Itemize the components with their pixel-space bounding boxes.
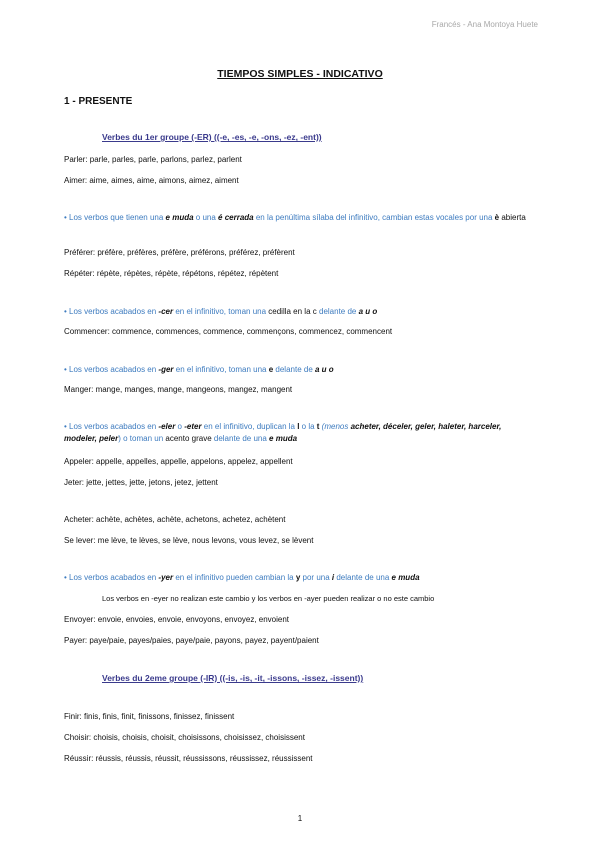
conjugation-repeter: Répéter: répète, répètes, répète, répétons, répétez, répètent xyxy=(64,269,279,278)
group-heading-1: Verbes du 1er groupe (-ER) ((-e, -es, -e, -ons, -ez, -ent)) xyxy=(102,132,322,142)
rule-yer: • Los verbos acabados en -yer en el infinitivo pueden cambian la y por una i delante de una e muda xyxy=(64,573,420,582)
conjugation-parler: Parler: parle, parles, parle, parlons, parlez, parlent xyxy=(64,155,242,164)
document-title: TIEMPOS SIMPLES - INDICATIVO xyxy=(217,68,383,80)
conjugation-appeler: Appeler: appelle, appelles, appelle, appelons, appelez, appellent xyxy=(64,457,293,466)
rule-cer: • Los verbos acabados en -cer en el infinitivo, toman una cedilla en la c delante de a u o xyxy=(64,307,378,316)
group-heading-2: Verbes du 2eme groupe (-IR) ((-is, -is, -it, -issons, -issez, -issent)) xyxy=(102,673,364,683)
conjugation-payer: Payer: paye/paie, payes/paies, paye/paie, payons, payez, payent/paient xyxy=(64,636,319,645)
rule-eler-eter: • Los verbos acabados en -eler o -eter en el infinitivo, duplican la l o la t (menos acheter, déceler, geler, haleter, harceler, modeler, peler) o toman un acento grave delante de una e muda xyxy=(64,422,502,443)
conjugation-jeter: Jeter: jette, jettes, jette, jetons, jetez, jettent xyxy=(64,478,218,487)
conjugation-preferer: Préférer: préfère, préfères, préfère, préférons, préférez, préfèrent xyxy=(64,248,295,257)
conjugation-envoyer: Envoyer: envoie, envoies, envoie, envoyons, envoyez, envoient xyxy=(64,615,290,624)
conjugation-se-lever: Se lever: me lève, te lèves, se lève, nous levons, vous levez, se lèvent xyxy=(64,536,314,545)
conjugation-reussir: Réussir: réussis, réussis, réussit, réussissons, réussissez, réussissent xyxy=(64,754,313,763)
conjugation-aimer: Aimer: aime, aimes, aime, aimons, aimez, aiment xyxy=(64,176,239,185)
conjugation-manger: Manger: mange, manges, mange, mangeons, mangez, mangent xyxy=(64,385,293,394)
conjugation-choisir: Choisir: choisis, choisis, choisit, choisissons, choisissez, choisissent xyxy=(64,733,305,742)
rule-yer-note: Los verbos en -eyer no realizan este cambio y los verbos en -ayer pueden realizar o no este cambio xyxy=(102,594,435,603)
conjugation-finir: Finir: finis, finis, finit, finissons, finissez, finissent xyxy=(64,712,235,721)
page-header: Francés - Ana Montoya Huete xyxy=(431,20,538,29)
conjugation-acheter: Acheter: achète, achètes, achète, achetons, achetez, achètent xyxy=(64,515,286,524)
rule-e-muda: • Los verbos que tienen una e muda o una é cerrada en la penúltima sílaba del infinitivo, cambian estas vocales por una è abierta xyxy=(64,213,526,222)
rule-ger: • Los verbos acabados en -ger en el infinitivo, toman una e delante de a u o xyxy=(64,365,334,374)
section-heading: 1 - PRESENTE xyxy=(64,96,133,107)
conjugation-commencer: Commencer: commence, commences, commence, commençons, commencez, commencent xyxy=(64,327,393,336)
page-number: 1 xyxy=(297,814,303,823)
